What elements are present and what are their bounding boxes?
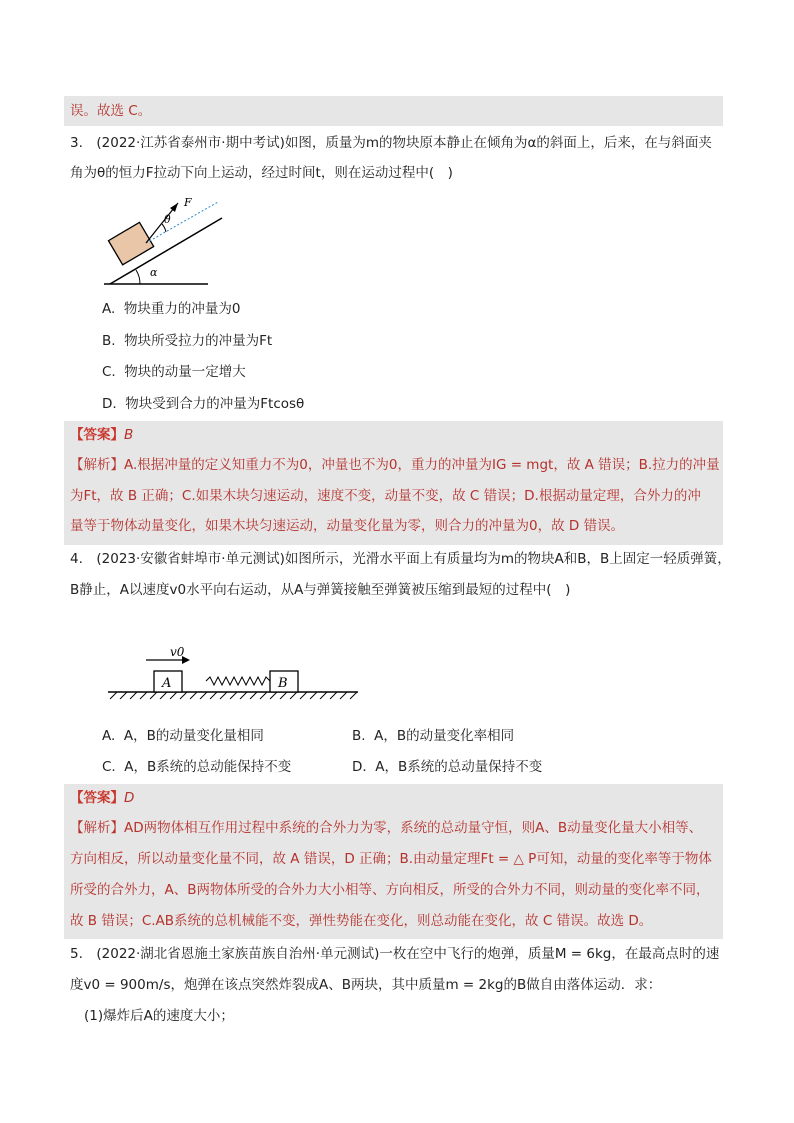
answer-tag: 【答案】	[70, 790, 124, 806]
q4-analysis-line-3: 所受的合外力，A、B两物体所受的合外力大小相等、方向相反，所受的合外力不同，则动量的变化率不同，	[70, 882, 710, 898]
q4-option-a: A. A，B的动量变化量相同	[102, 728, 264, 744]
q4-analysis-line-4: 故 B 错误；C.AB系统的总机械能不变，弹性势能在变化，则总动能在变化，故 C 错误。故选 D。	[70, 913, 653, 929]
floor-hatch	[110, 692, 357, 699]
q3-incline-figure	[100, 190, 260, 290]
q3-stem-line-1: 3. (2022·江苏省泰州市·期中考试)如图，质量为m的物块原本静止在倾角为α的斜面上，后来，在与斜面夹	[70, 135, 712, 151]
q4-option-b: B. A，B的动量变化率相同	[352, 728, 515, 744]
label-v0: v0	[170, 645, 185, 659]
answer-value: B	[124, 427, 134, 443]
q3-stem-line-2: 角为θ的恒力F拉动下向上运动，经过时间t，则在运动过程中( )	[70, 165, 453, 181]
block	[108, 222, 153, 264]
q4-answer-line	[70, 787, 726, 809]
q4-spring-figure	[100, 640, 370, 710]
q4-analysis-line-1: 【解析】AD两物体相互作用过程中系统的合外力为零，系统的总动量守恒，则A、B动量变化量大小相等、	[70, 820, 703, 836]
q3-analysis-line-1: 【解析】A.根据冲量的定义知重力不为0，冲量也不为0，重力的冲量为IG = mgt，故 A 错误；B.拉力的冲量	[70, 457, 720, 473]
q4-stem-line-1: 4. (2023·安徽省蚌埠市·单元测试)如图所示，光滑水平面上有质量均为m的物块A和B，B上固定一轻质弹簧，	[70, 551, 731, 567]
q3-option-c: C. 物块的动量一定增大	[102, 364, 246, 380]
q5-subquestion-1: (1)爆炸后A的速度大小；	[84, 1008, 234, 1024]
label-F: F	[184, 196, 192, 209]
q3-option-d: D. 物块受到合力的冲量为Ftcosθ	[102, 396, 305, 412]
q3-analysis-line-3: 量等于物体动量变化，如果木块匀速运动，动量变化量为零，则合力的冲量为0，故 D 错误。	[70, 518, 625, 534]
q4-option-d: D. A，B系统的总动量保持不变	[352, 759, 543, 775]
label-B: B	[278, 676, 288, 691]
q3-answer-line	[70, 424, 726, 446]
q5-stem-line-1: 5. (2022·湖北省恩施土家族苗族自治州·单元测试)一枚在空中飞行的炮弹，质量M = 6kg，在最高点时的速	[70, 946, 720, 962]
q4-option-c: C. A，B系统的总动能保持不变	[102, 759, 292, 775]
label-theta: θ	[164, 213, 171, 226]
answer-value: D	[124, 790, 135, 806]
label-alpha: α	[150, 266, 158, 279]
dotted-extension	[146, 202, 218, 243]
prev-analysis-tail: 误。故选 C。	[70, 103, 152, 119]
q3-option-b: B. 物块所受拉力的冲量为Ft	[102, 333, 273, 349]
spring	[206, 677, 270, 685]
q4-analysis-line-2: 方向相反，所以动量变化量不同，故 A 错误，D 正确；B.由动量定理Ft = △ P可知，动量的变化率等于物体	[70, 851, 712, 867]
q3-analysis-line-2: 为Ft，故 B 正确；C.如果木块匀速运动，速度不变，动量不变，故 C 错误；D.根据动量定理，合外力的冲	[70, 488, 701, 504]
q5-stem-line-2: 度v0 = 900m/s，炮弹在该点突然炸裂成A、B两块，其中质量m = 2kg的B做自由落体运动．求：	[70, 977, 662, 993]
answer-tag: 【答案】	[70, 427, 124, 443]
label-A: A	[162, 676, 172, 691]
q4-stem-line-2: B静止，A以速度v0水平向右运动，从A与弹簧接触至弹簧被压缩到最短的过程中( )	[70, 582, 571, 598]
q3-option-a: A. 物块重力的冲量为0	[102, 301, 241, 317]
alpha-arc	[136, 270, 140, 284]
